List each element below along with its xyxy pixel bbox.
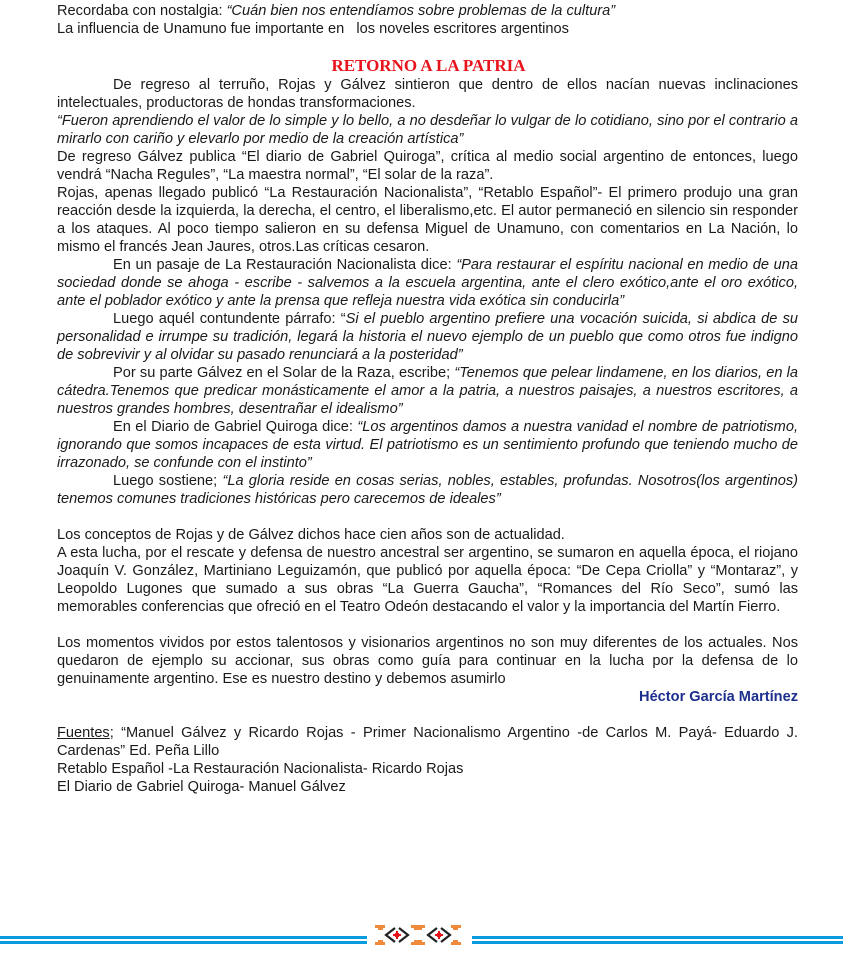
paragraph-text: Luego sostiene; [113, 473, 223, 489]
paragraph-11: A esta lucha, por el rescate y defensa de nuestro ancestral ser argentino, se sumaron en aquella época, el riojano Joaquín V. González, Martiniano Leguizamón, que publicó por aquella época: “De Cepa Criolla” y “Montaraz”, y Leopoldo Lugones que sumado a sus obras “La Guerra Gaucha”, “Romances del Río Seco”, sumó las memorables conferencias que ofreció en el Teatro Odeón destacando el valor y la importancia del Martín Fierro. [57, 545, 798, 615]
footer-rule-left [0, 936, 367, 944]
source-text: ; “Manuel Gálvez y Ricardo Rojas - Primer Nacionalismo Argentino -de Carlos M. Payá- Eduardo J. Cardenas” Ed. Peña Lillo [57, 725, 798, 759]
paragraph-3: De regreso Gálvez publica “El diario de Gabriel Quiroga”, crítica al medio social argentino de entonces, luego vendrá “Nacha Regules”, “La maestra normal”, “El solar de la raza”. [57, 149, 798, 183]
rule-line [0, 936, 367, 939]
paragraph-9 [57, 472, 798, 508]
quote-text: Si el pueblo argentino prefiere una vocación suicida, si abdica de su personalidad e irrumpe su tradición, legará la historia el nuevo ejemplo de un pueblo que como otros fue indigno de sobrevivir y al olvidar su pasado renunciará a la posteridad” [57, 311, 798, 363]
paragraph-12: Los momentos vividos por estos talentosos y visionarios argentinos no son muy diferentes de los actuales. Nos quedaron de ejemplo su accionar, sus obras como guía para continuar en la lucha por la defensa de lo genuinamente argentino. Ese es nuestro destino y debemos asumirlo [57, 635, 798, 687]
article-page [57, 2, 798, 796]
paragraph-8 [57, 418, 798, 472]
intro-line-1 [57, 2, 798, 20]
footer-rule-right [472, 936, 843, 944]
paragraph-1: De regreso al terruño, Rojas y Gálvez sintieron que dentro de ellos nacían nuevas inclinaciones intelectuales, productoras de hondas transformaciones. [57, 77, 798, 111]
paragraph-text: Luego aquél contundente párrafo: “ [113, 311, 346, 327]
spacer [57, 508, 798, 526]
rule-line [472, 941, 843, 944]
intro-line-2: La influencia de Unamuno fue importante en los noveles escritores argentinos [57, 21, 569, 37]
paragraph-7 [57, 364, 798, 418]
rule-line [0, 941, 367, 944]
sources-label: Fuentes [57, 725, 110, 741]
paragraph-text: En un pasaje de La Restauración Nacionalista dice: [113, 257, 457, 273]
sources-entry-2: Retablo Español -La Restauración Nacionalista- Ricardo Rojas [57, 761, 464, 777]
spacer [57, 706, 798, 724]
paragraph-text: En el Diario de Gabriel Quiroga dice: [113, 419, 358, 435]
section-title: RETORNO A LA PATRIA [331, 56, 526, 75]
quote-text: “La gloria reside en cosas serias, nobles, estables, profundas. Nosotros(los argentinos) tenemos comunes tradiciones históricas pero carecemos de ideales” [57, 473, 799, 507]
paragraph-2-quote [57, 112, 798, 148]
spacer [57, 616, 798, 634]
quote-text: “Los argentinos damos a nuestra vanidad el nombre de patriotismo, ignorando que somos incapaces de esta virtud. El patriotismo es un sentimiento profundo que teniendo mucho de irrazonado, se confunde con el instinto” [57, 419, 799, 471]
quote-text: “Para restaurar el espíritu nacional en medio de una sociedad donde se ahoga - escribe - salvemos a la escuela argentina, ante el clero exótico,ante el oro exótico, ante el poblador exótico y ante la prensa que refleja nuestra vida exótica sin conducirla” [57, 257, 798, 309]
author-signature: Héctor García Martínez [639, 689, 798, 705]
andean-pattern-ornament-icon [373, 924, 463, 946]
paragraph-10: Los conceptos de Rojas y de Gálvez dichos hace cien años son de actualidad. [57, 527, 565, 543]
sources-entry-3: El Diario de Gabriel Quiroga- Manuel Gálvez [57, 779, 346, 795]
intro-text: Recordaba con nostalgia: [57, 3, 227, 19]
paragraph-4: Rojas, apenas llegado publicó “La Restauración Nacionalista”, “Retablo Español”- El primero produjo una gran reacción desde la izquierda, la derecha, el centro, el liberalismo,etc. El autor permaneció en silencio sin responder a los ataques. Al poco tiempo salieron en su defensa Miguel de Unamuno, con comentarios en La Nación, lo mismo el francés Jean Jaures, otros.Las críticas cesaron. [57, 185, 798, 255]
paragraph-5 [57, 256, 798, 310]
quote-text: “Tenemos que pelear lindamene, en los diarios, en la cátedra.Tenemos que predicar monásticamente el amor a la patria, a nuestros paisajes, a nuestros escritores, a nuestros grandes hombres, desentrañar el idealismo” [57, 365, 798, 417]
rule-line [472, 936, 843, 939]
intro-quote: “Cuán bien nos entendíamos sobre problemas de la cultura” [226, 3, 616, 19]
paragraph-6 [57, 310, 798, 364]
sources-entry-1 [57, 724, 798, 760]
quote-text: “Fueron aprendiendo el valor de lo simple y lo bello, a no desdeñar lo vulgar de lo cotidiano, sino por el contrario a mirarlo con cariño y elevarlo por medio de la creación artística” [57, 113, 798, 147]
paragraph-text: Por su parte Gálvez en el Solar de la Raza, escribe; [113, 365, 455, 381]
